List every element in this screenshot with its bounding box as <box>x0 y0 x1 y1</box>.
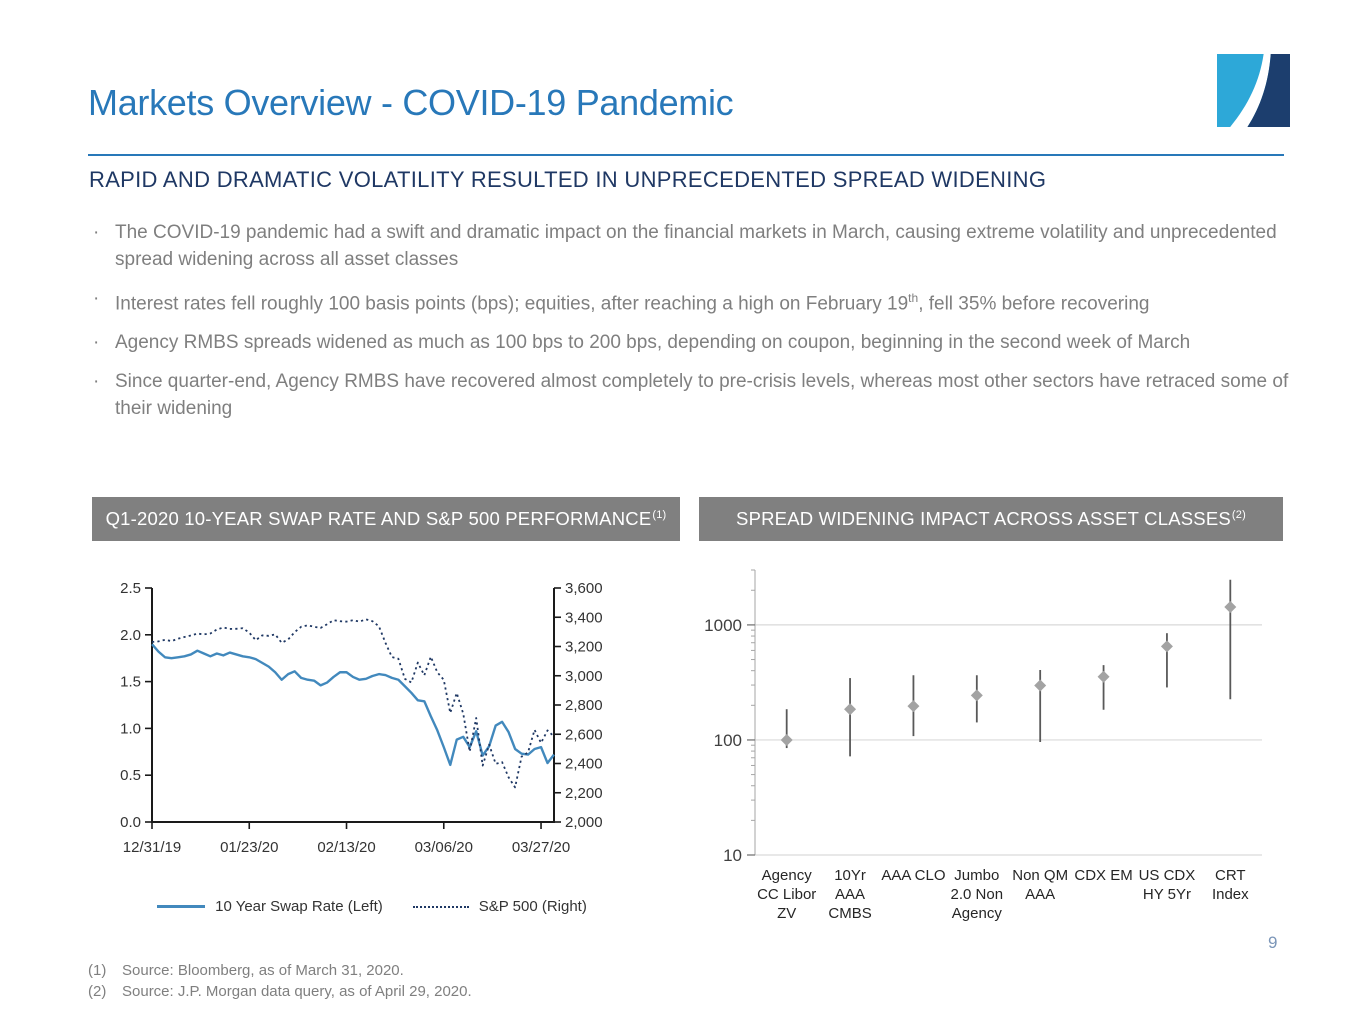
category-label: 2.0 Non <box>950 886 1004 903</box>
footnote-text: Source: J.P. Morgan data query, as of April 29, 2020. <box>122 983 472 1000</box>
legend-label: 10 Year Swap Rate (Left) <box>215 898 383 915</box>
right-axis-tick-label: 3,600 <box>565 580 603 597</box>
diamond-marker <box>1034 680 1046 692</box>
bullet-item <box>89 219 1291 273</box>
category-label: ZV <box>777 905 797 922</box>
category-label: Index <box>1211 886 1249 903</box>
diamond-marker <box>1161 640 1173 652</box>
bullet-item <box>89 329 1291 356</box>
right-chart-header-note: (2) <box>1231 509 1246 521</box>
bullet-text-segment: , fell 35% before recovering <box>918 293 1150 315</box>
title-divider <box>88 154 1284 156</box>
diamond-marker <box>971 689 983 701</box>
chart-frame <box>152 588 554 822</box>
bullet-marker: · <box>93 222 100 243</box>
page-number: 9 <box>1268 933 1278 952</box>
bullet-item <box>89 368 1291 422</box>
x-axis-tick-label: 03/06/20 <box>414 839 473 856</box>
left-axis-tick-label: 2.5 <box>120 580 141 597</box>
diamond-marker <box>907 700 919 712</box>
category-label: Non QM <box>1012 867 1069 884</box>
right-axis-tick-label: 2,000 <box>565 814 603 831</box>
left-axis-tick-label: 1.5 <box>120 673 141 691</box>
category-label: US CDX <box>1138 867 1196 884</box>
dotted-line-swatch <box>413 906 469 908</box>
company-logo <box>1217 54 1290 127</box>
right-axis-tick-label: 3,000 <box>565 667 603 685</box>
bullet-marker: · <box>93 288 100 309</box>
category-label: CRT <box>1215 867 1246 884</box>
right-chart-header <box>699 497 1283 541</box>
legend-item <box>413 898 587 915</box>
right-axis-tick-label: 2,600 <box>565 726 603 744</box>
right-axis-tick-label: 3,400 <box>565 609 603 627</box>
category-label: Agency <box>951 905 1002 922</box>
bullet-text <box>115 329 1291 356</box>
category-label: Jumbo <box>954 867 1000 884</box>
left-axis-tick-label: 0.0 <box>120 814 141 831</box>
footnotes <box>88 960 472 1002</box>
left-chart-header-note: (1) <box>652 509 667 521</box>
footnote-label: (2) <box>88 983 107 1000</box>
footnote-label: (1) <box>88 962 107 979</box>
swap-rate-series-line <box>152 644 554 765</box>
category-label: CMBS <box>828 905 872 922</box>
diamond-marker <box>1224 601 1236 613</box>
right-axis-tick-label: 2,200 <box>565 784 603 802</box>
bullet-text-segment: Interest rates fell roughly 100 basis points (bps); equities, after reaching a high on February 19 <box>115 293 909 315</box>
category-label: HY 5Yr <box>1142 886 1191 903</box>
y-axis-tick-label: 1000 <box>704 615 742 635</box>
legend-item <box>157 898 383 915</box>
x-axis-tick-label: 01/23/20 <box>220 839 279 856</box>
right-axis-tick-label: 2,800 <box>565 697 603 714</box>
right-axis-tick-label: 2,400 <box>565 755 603 773</box>
right-axis-tick-label: 3,200 <box>565 638 603 656</box>
category-label: CC Libor <box>757 886 817 903</box>
logo-graphic <box>1217 54 1290 127</box>
bullet-text <box>115 219 1291 273</box>
left-chart-legend <box>82 898 662 915</box>
category-label: AAA <box>835 886 866 903</box>
diamond-marker <box>844 703 856 715</box>
x-axis-tick-label: 03/27/20 <box>511 839 571 856</box>
bullet-text <box>115 368 1291 422</box>
left-axis-tick-label: 1.0 <box>120 720 141 738</box>
legend-label: S&P 500 (Right) <box>478 898 587 915</box>
left-chart-header-text: Q1-2020 10-YEAR SWAP RATE AND S&P 500 PERFORMANCE <box>105 508 652 529</box>
bullet-marker: · <box>93 371 100 393</box>
x-axis-tick-label: 02/13/20 <box>317 839 376 856</box>
left-axis-tick-label: 2.0 <box>120 626 141 644</box>
swap-rate-sp500-line-chart <box>82 560 662 868</box>
left-chart-header <box>92 497 680 541</box>
right-chart-header-text: SPREAD WIDENING IMPACT ACROSS ASSET CLASSES <box>736 508 1231 529</box>
bullet-item <box>89 285 1291 317</box>
y-axis-tick-label: 100 <box>713 730 742 750</box>
page-title: Markets Overview - COVID-19 Pandemic <box>88 82 734 123</box>
left-axis-tick-label: 0.5 <box>120 767 141 785</box>
bullet-text-segment: The COVID-19 pandemic had a swift and dramatic impact on the financial markets in March, causing extreme volatility and unprecedented spread widening across all asset classes <box>115 222 1277 270</box>
solid-line-swatch <box>157 905 205 908</box>
bullet-superscript: th <box>908 291 919 305</box>
y-axis-tick-label: 10 <box>723 846 742 865</box>
bullet-text <box>115 285 1291 317</box>
bullet-list <box>89 219 1291 434</box>
x-axis-tick-label: 12/31/19 <box>122 839 182 856</box>
category-label: AAA <box>1025 886 1056 903</box>
bullet-text-segment: Since quarter-end, Agency RMBS have recovered almost completely to pre-crisis levels, whereas most other sectors have retraced some of their widening <box>115 371 1289 420</box>
footnote <box>88 960 472 981</box>
category-label: CDX EM <box>1074 867 1133 884</box>
bullet-text-segment: Agency RMBS spreads widened as much as 100 bps to 200 bps, depending on coupon, beginning in the second week of March <box>115 332 1191 354</box>
diamond-marker <box>781 734 793 746</box>
diamond-marker <box>1098 671 1110 683</box>
category-label: Agency <box>761 867 812 884</box>
bullet-marker: · <box>93 332 100 354</box>
category-label: 10Yr <box>834 867 866 884</box>
slide-subtitle: RAPID AND DRAMATIC VOLATILITY RESULTED IN UNPRECEDENTED SPREAD WIDENING <box>89 167 1047 192</box>
category-label: AAA CLO <box>881 867 946 884</box>
footnote <box>88 981 472 1002</box>
sp500-series-line <box>152 619 554 787</box>
footnote-text: Source: Bloomberg, as of March 31, 2020. <box>122 962 404 979</box>
spread-widening-range-chart <box>699 556 1283 934</box>
